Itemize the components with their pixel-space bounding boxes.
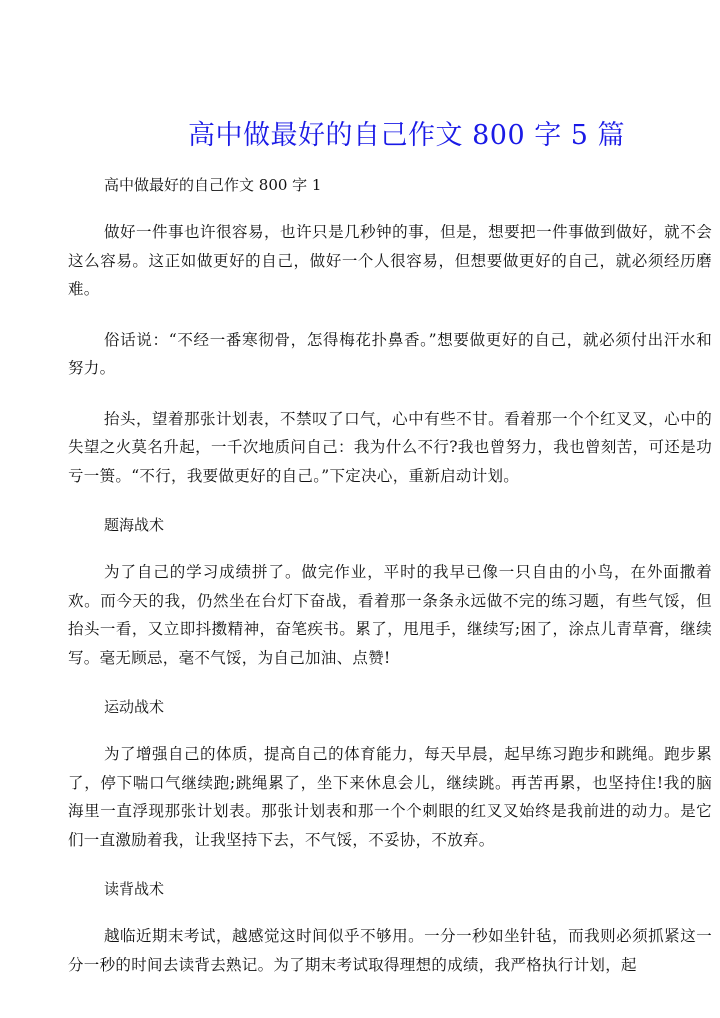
- paragraph-2: 俗话说：“不经一番寒彻骨，怎得梅花扑鼻香。”想要做更好的自己，就必须付出汗水和努力。: [68, 330, 712, 377]
- section-heading-reading: 读背战术: [104, 880, 165, 898]
- document-body: [68, 172, 712, 1001]
- paragraph-6: 越临近期末考试，越感觉这时间似乎不够用。一分一秒如坐针毡，而我则必须抓紧这一分一秒的时间去读背去熟记。为了期末考试取得理想的成绩，我严格执行计划，起: [68, 927, 712, 974]
- essay-subtitle: 高中做最好的自己作文 800 字 1: [104, 176, 322, 194]
- paragraph-4: 为了自己的学习成绩拼了。做完作业，平时的我早已像一只自由的小鸟，在外面撒着欢。而今天的我，仍然坐在台灯下奋战，看着那一条条永远做不完的练习题，有些气馁，但抬头一看，又立即抖擞精神，奋笔疾书。累了，甩甩手，继续写;困了，涂点儿青草膏，继续写。毫无顾忌，毫不气馁，为自己加油、点赞!: [68, 563, 712, 667]
- paragraph-1: 做好一件事也许很容易，也许只是几秒钟的事，但是，想要把一件事做到做好，就不会这么容易。这正如做更好的自己，做好一个人很容易，但想要做更好的自己，就必须经历磨难。: [68, 223, 712, 298]
- paragraph-5: 为了增强自己的体质，提高自己的体育能力，每天早晨，起早练习跑步和跳绳。跑步累了，停下喘口气继续跑;跳绳累了，坐下来休息会儿，继续跳。再苦再累，也坚持住!我的脑海里一直浮现那张计划表。那张计划表和那一个个刺眼的红叉叉始终是我前进的动力。是它们一直激励着我，让我坚持下去，不气馁，不妥协，不放弃。: [68, 745, 712, 849]
- section-heading-sports: 运动战术: [104, 698, 165, 716]
- section-heading-exercises: 题海战术: [104, 516, 165, 534]
- document-title: 高中做最好的自己作文 800 字 5 篇: [188, 120, 626, 151]
- paragraph-3: 抬头，望着那张计划表，不禁叹了口气，心中有些不甘。看着那一个个红叉叉，心中的失望之火莫名升起，一千次地质问自己：我为什么不行?我也曾努力，我也曾刻苦，可还是功亏一篑。“不行，我要做更好的自己。”下定决心，重新启动计划。: [68, 409, 712, 485]
